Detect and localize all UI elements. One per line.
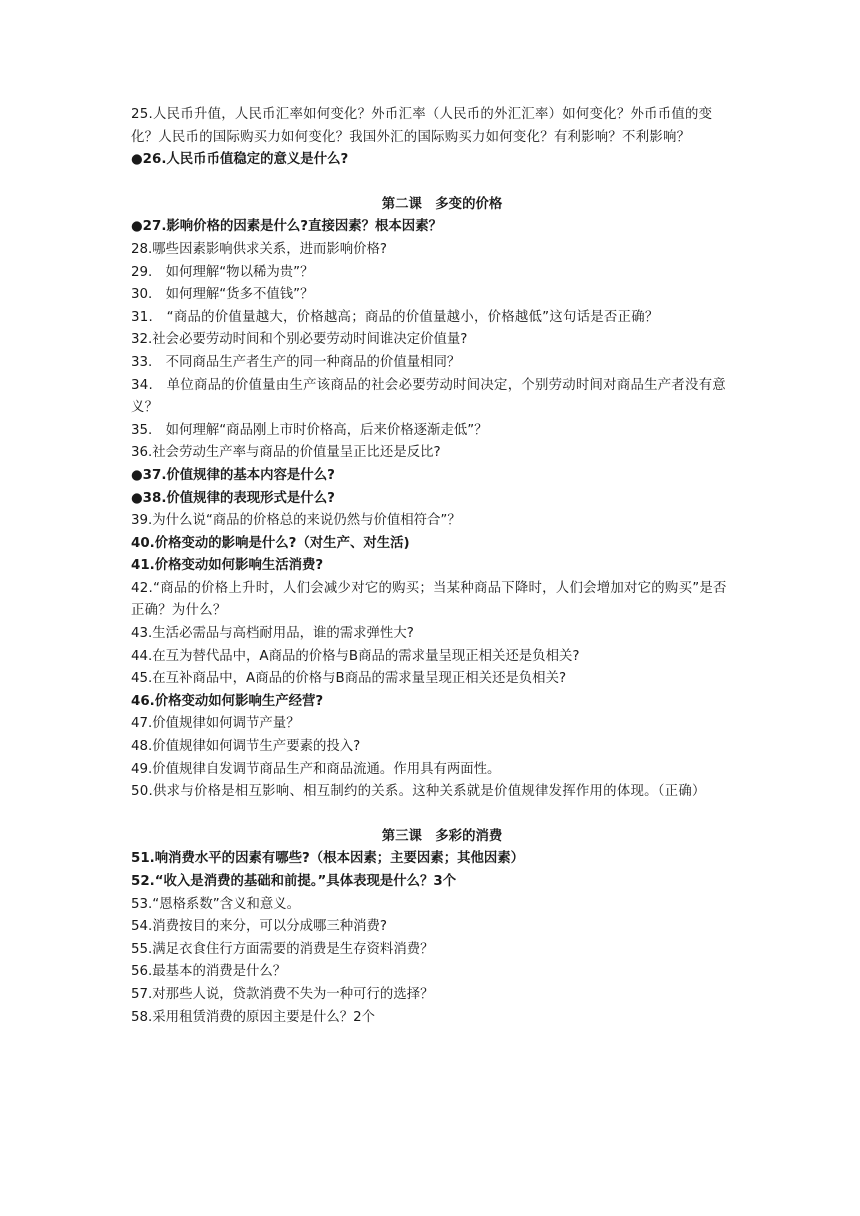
question-38: ●38.价值规律的表现形式是什么? [131, 490, 335, 506]
document-page [131, 104, 731, 1029]
question-25: 25.人民币升值，人民币汇率如何变化？外币汇率（人民币的外汇汇率）如何变化？外币币值的变化？人民币的国际购买力如何变化？我国外汇的国际购买力如何变化？有利影响？不利影响？ [131, 107, 713, 145]
section-heading-lesson-3: 第三课 多彩的消费 [381, 828, 503, 844]
question-46: 46.价格变动如何影响生产经营? [131, 693, 324, 709]
question-31: 31. “商品的价值量越大，价格越高；商品的价值量越小，价格越低”这句话是否正确？ [131, 309, 659, 325]
question-51: 51.响消费水平的因素有哪些?（根本因素；主要因素；其他因素） [131, 851, 525, 867]
question-43: 43.生活必需品与高档耐用品，谁的需求弹性大? [131, 626, 414, 642]
question-52: 52.“收入是消费的基础和前提。”具体表现是什么？3个 [131, 874, 457, 889]
question-26: ●26.人民币币值稳定的意义是什么? [131, 152, 349, 168]
question-35: 35. 如何理解“商品刚上市时价格高，后来价格逐渐走低”？ [131, 422, 488, 438]
spacer [131, 804, 731, 826]
question-56: 56.最基本的消费是什么？ [131, 964, 287, 980]
question-36: 36.社会劳动生产率与商品的价值量呈正比还是反比? [131, 445, 441, 461]
question-37: ●37.价值规律的基本内容是什么? [131, 467, 335, 483]
question-33: 33. 不同商品生产者生产的同一种商品的价值量相同？ [131, 354, 461, 370]
question-54: 54.消费按目的来分，可以分成哪三种消费? [131, 919, 388, 935]
question-44: 44.在互为替代品中，A商品的价格与B商品的需求量呈现正相关还是负相关? [131, 648, 580, 664]
question-47: 47.价值规律如何调节产量？ [131, 716, 300, 732]
question-39: 39.为什么说“商品的价格总的来说仍然与价值相符合”？ [131, 513, 461, 529]
question-28: 28.哪些因素影响供求关系，进而影响价格? [131, 241, 388, 257]
question-45: 45.在互补商品中，A商品的价格与B商品的需求量呈现正相关还是负相关? [131, 671, 567, 687]
question-48: 48.价值规律如何调节生产要素的投入? [131, 739, 361, 755]
question-40: 40.价格变动的影响是什么?（对生产、对生活) [131, 535, 410, 551]
question-42: 42.“商品的价格上升时，人们会减少对它的购买；当某种商品下降时，人们会增加对它的购买”是否正确？为什么？ [131, 580, 727, 619]
question-55: 55.满足衣食住行方面需要的消费是生存资料消费？ [131, 941, 434, 957]
question-49: 49.价值规律自发调节商品生产和商品流通。作用具有两面性。 [131, 761, 501, 777]
question-57: 57.对那些人说，贷款消费不失为一种可行的选择？ [131, 986, 434, 1002]
question-32: 32.社会必要劳动时间和个别必要劳动时间谁决定价值量? [131, 332, 468, 348]
question-50: 50.供求与价格是相互影响、相互制约的关系。这种关系就是价值规律发挥作用的体现。（正确） [131, 784, 706, 800]
question-27: ●27.影响价格的因素是什么?直接因素？根本因素？ [131, 219, 442, 235]
spacer [131, 172, 731, 194]
question-41: 41.价格变动如何影响生活消费? [131, 558, 324, 574]
question-53: 53.“恩格系数”含义和意义。 [131, 896, 301, 912]
question-29: 29. 如何理解“物以稀为贵”？ [131, 264, 314, 280]
question-58: 58.采用租赁消费的原因主要是什么？2个 [131, 1009, 376, 1025]
section-heading-lesson-2: 第二课 多变的价格 [381, 196, 503, 212]
question-34: 34. 单位商品的价值量由生产该商品的社会必要劳动时间决定，个别劳动时间对商品生产者没有意义？ [131, 377, 726, 416]
question-30: 30. 如何理解“货多不值钱”？ [131, 287, 314, 303]
